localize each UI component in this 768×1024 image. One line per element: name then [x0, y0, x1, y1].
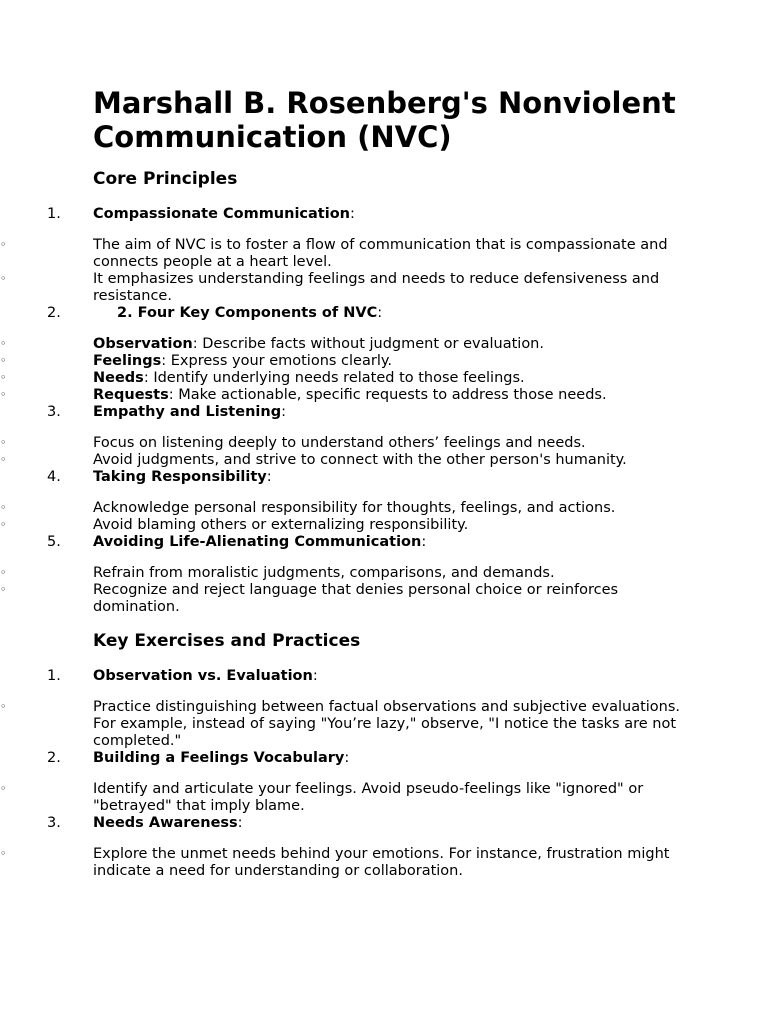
bullet-list: [0, 500, 693, 534]
bullet-item: [0, 336, 693, 353]
numbered-item: [0, 534, 693, 616]
item-title: Empathy and Listening: [93, 404, 282, 420]
hollow-bullet-icon: ◦: [0, 518, 7, 531]
item-title-suffix: :: [344, 750, 350, 766]
item-title-suffix: :: [312, 668, 318, 684]
item-number: 4.: [47, 469, 61, 485]
bullet-term: Observation: [93, 336, 193, 352]
section-heading-key-exercises: Key Exercises and Practices: [93, 631, 361, 651]
bullet-text: Explore the unmet needs behind your emotions. For instance, frustration might indicate a need for understanding or collaboration.: [93, 846, 670, 879]
page-title: Marshall B. Rosenberg's Nonviolent Communication (NVC): [93, 86, 676, 154]
item-number: 1.: [47, 206, 61, 222]
bullet-list: [0, 237, 693, 305]
bullet-item: [0, 271, 693, 305]
item-title-suffix: :: [281, 404, 286, 420]
item-title: Observation vs. Evaluation: [93, 668, 313, 684]
numbered-item: [0, 668, 693, 750]
key-exercises-list: [0, 668, 693, 880]
bullet-item: [0, 781, 693, 815]
core-principles-list: [0, 206, 693, 616]
hollow-bullet-icon: ◦: [0, 700, 7, 713]
item-number: 5.: [47, 534, 61, 550]
item-title: 2. Four Key Components of NVC: [117, 305, 378, 321]
bullet-item: [0, 237, 693, 271]
bullet-term: Requests: [93, 387, 169, 403]
bullet-text: Identify and articulate your feelings. Avoid pseudo-feelings like "ignored" or "betrayed" that imply blame.: [93, 781, 644, 814]
bullet-list: [0, 846, 693, 880]
bullet-text: Avoid judgments, and strive to connect with the other person's humanity.: [93, 452, 627, 468]
bullet-list: [0, 336, 693, 404]
item-number: 2.: [47, 750, 61, 766]
bullet-text: Acknowledge personal responsibility for thoughts, feelings, and actions.: [93, 500, 616, 516]
hollow-bullet-icon: ◦: [0, 847, 7, 860]
numbered-item: [0, 815, 693, 880]
numbered-item: [0, 305, 693, 404]
hollow-bullet-icon: ◦: [0, 583, 7, 596]
item-number: 3.: [47, 815, 61, 831]
bullet-text: It emphasizes understanding feelings and needs to reduce defensiveness and resistance.: [93, 271, 660, 304]
item-number: 3.: [47, 404, 61, 420]
bullet-text: Avoid blaming others or externalizing responsibility.: [93, 517, 469, 533]
section-heading-core-principles: Core Principles: [93, 169, 238, 189]
item-title: Building a Feelings Vocabulary: [93, 750, 345, 766]
bullet-list: [0, 781, 693, 815]
bullet-item: [0, 846, 693, 880]
bullet-text: Practice distinguishing between factual observations and subjective evaluations. For example, instead of saying "You’re lazy," observe, "I notice the tasks are not completed.": [93, 699, 681, 749]
numbered-item: [0, 206, 693, 305]
bullet-list: [0, 699, 693, 750]
bullet-text: : Make actionable, specific requests to address those needs.: [168, 387, 607, 403]
hollow-bullet-icon: ◦: [0, 501, 7, 514]
bullet-list: [0, 565, 693, 616]
hollow-bullet-icon: ◦: [0, 436, 7, 449]
bullet-list: [0, 435, 693, 469]
bullet-item: [0, 387, 693, 404]
bullet-item: [0, 500, 693, 517]
bullet-text: : Identify underlying needs related to those feelings.: [143, 370, 525, 386]
hollow-bullet-icon: ◦: [0, 354, 7, 367]
bullet-text: : Express your emotions clearly.: [161, 353, 392, 369]
numbered-item: [0, 750, 693, 815]
hollow-bullet-icon: ◦: [0, 566, 7, 579]
item-title-suffix: :: [350, 206, 355, 222]
bullet-text: Recognize and reject language that denies personal choice or reinforces domination.: [93, 582, 619, 615]
bullet-item: [0, 452, 693, 469]
bullet-text: Refrain from moralistic judgments, comparisons, and demands.: [93, 565, 555, 581]
item-title: Needs Awareness: [93, 815, 238, 831]
hollow-bullet-icon: ◦: [0, 238, 7, 251]
bullet-term: Needs: [93, 370, 144, 386]
bullet-item: [0, 582, 693, 616]
hollow-bullet-icon: ◦: [0, 782, 7, 795]
bullet-item: [0, 517, 693, 534]
item-title-suffix: :: [421, 534, 427, 550]
item-number: 2.: [47, 305, 61, 321]
item-title-suffix: :: [377, 305, 383, 321]
item-title: Avoiding Life-Alienating Communication: [93, 534, 422, 550]
bullet-term: Feelings: [93, 353, 162, 369]
numbered-item: [0, 469, 693, 534]
bullet-text: Focus on listening deeply to understand others’ feelings and needs.: [93, 435, 586, 451]
bullet-text: : Describe facts without judgment or evaluation.: [192, 336, 544, 352]
hollow-bullet-icon: ◦: [0, 272, 7, 285]
bullet-text: The aim of NVC is to foster a flow of communication that is compassionate and connects people at a heart level.: [93, 237, 668, 270]
hollow-bullet-icon: ◦: [0, 371, 7, 384]
document-body: [0, 86, 693, 880]
item-title: Compassionate Communication: [93, 206, 350, 222]
item-title-suffix: :: [237, 815, 243, 831]
bullet-item: [0, 699, 693, 750]
hollow-bullet-icon: ◦: [0, 453, 7, 466]
item-number: 1.: [47, 668, 61, 684]
hollow-bullet-icon: ◦: [0, 337, 7, 350]
item-title: Taking Responsibility: [93, 469, 267, 485]
bullet-item: [0, 435, 693, 452]
item-title-suffix: :: [266, 469, 272, 485]
numbered-item: [0, 404, 693, 469]
bullet-item: [0, 370, 693, 387]
hollow-bullet-icon: ◦: [0, 388, 7, 401]
bullet-item: [0, 565, 693, 582]
bullet-item: [0, 353, 693, 370]
